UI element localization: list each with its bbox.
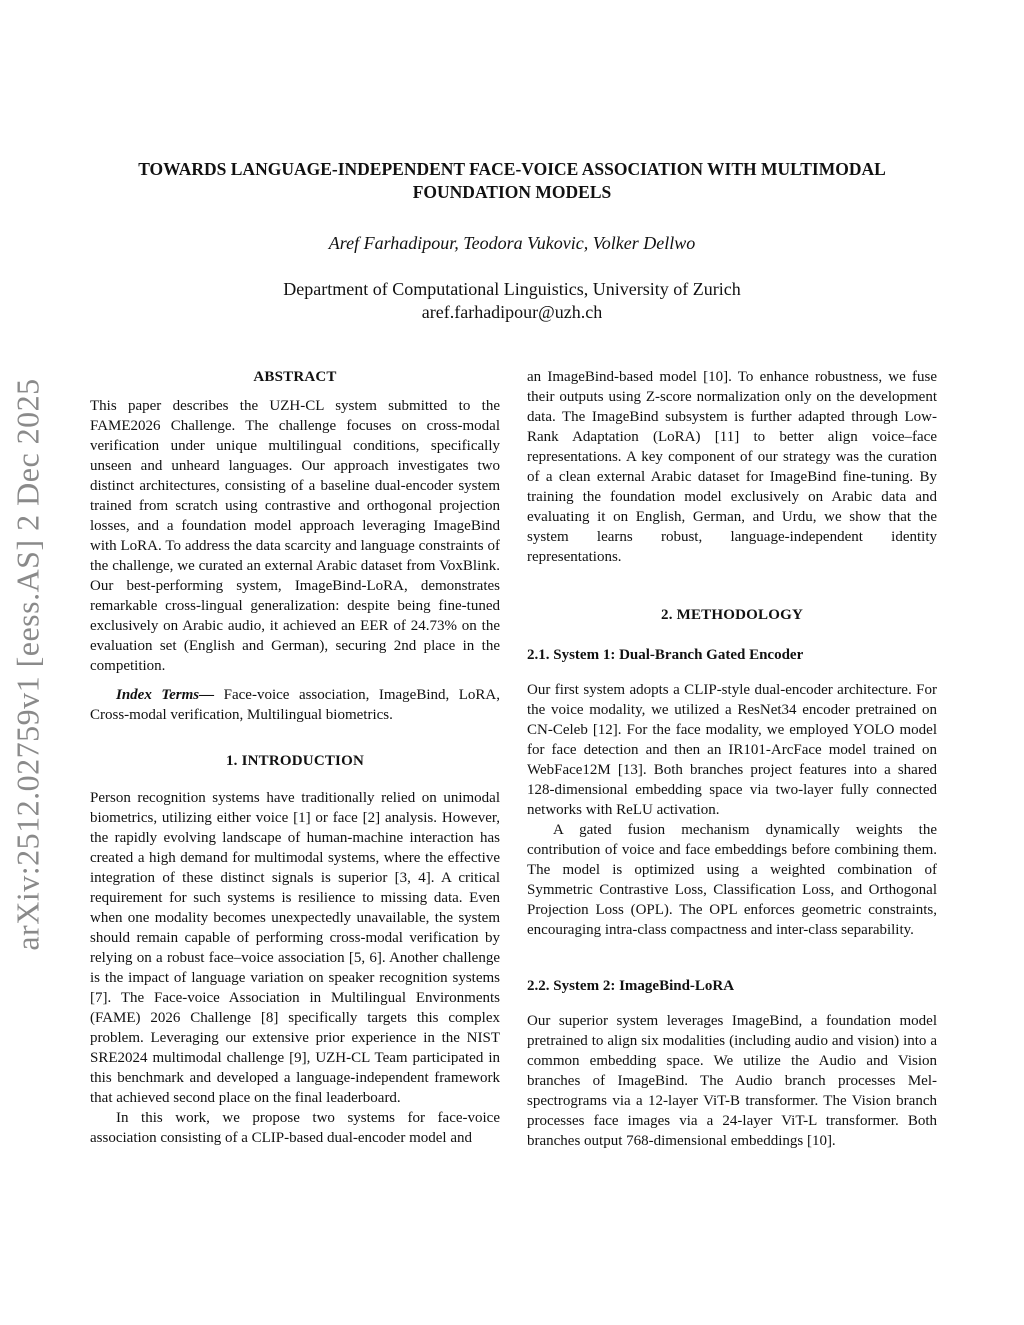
author-list: Aref Farhadipour, Teodora Vukovic, Volker Dellwo: [328, 233, 696, 253]
index-terms: [90, 685, 500, 725]
right-column: [527, 367, 937, 1151]
abstract-text: This paper describes the UZH-CL system submitted to the FAME2026 Challenge. The challenge focuses on cross-modal verification under unique multilingual conditions, specifically unseen and unheard languages. Our approach investigates two distinct architectures, consisting of a baseline dual-encoder system trained from scratch using contrastive and orthogonal projection losses, and a foundation model approach leveraging ImageBind with LoRA. To address the data scarcity and language constraints of the challenge, we curated an external Arabic dataset from VoxBlink. Our best-performing system, ImageBind-LoRA, demonstrates remarkable cross-lingual generalization: despite being fine-tuned exclusively on Arabic audio, it achieved an EER of 24.73% on the evaluation set (English and German), securing 2nd place in the competition.: [90, 398, 500, 674]
abstract-heading: ABSTRACT: [253, 369, 337, 385]
system-1-paragraph-1: Our first system adopts a CLIP-style dual-encoder architecture. For the voice modality, we utilized a ResNet34 encoder pretrained on CN-Celeb [12]. For the face modality, we employed YOLO model for face detection and then an IR101-ArcFace model trained on WebFace12M [13]. Both branches project features into a shared 128-dimensional embedding space via two-layer fully connected networks with ReLU activation.: [527, 682, 937, 818]
introduction-paragraph-2-continued: an ImageBind-based model [10]. To enhance robustness, we fuse their outputs using Z-score normalization only on the development data. The ImageBind subsystem is further adapted through Low-Rank Adaptation (LoRA) [11] to better align voice–face representations. A key component of our strategy was the curation of a clean external Arabic dataset for ImageBind fine-tuning. By training the foundation model exclusively on Arabic data and evaluating it on English, German, and Urdu, we show that the system learns robust, language-independent identity representations.: [527, 369, 937, 565]
paper-title: TOWARDS LANGUAGE-INDEPENDENT FACE-VOICE ASSOCIATION WITH MULTIMODAL FOUNDATION MODELS: [138, 159, 886, 202]
introduction-heading: 1. INTRODUCTION: [225, 753, 364, 769]
system-1-paragraph-2: A gated fusion mechanism dynamically weights the contribution of voice and face embeddings before combining them. The model is optimized using a weighted combination of Symmetric Contrastive Loss, Classification Loss, and Orthogonal Projection Loss (OPL). The OPL enforces geometric constraints, encouraging intra-class compactness and inter-class separability.: [527, 822, 937, 938]
methodology-heading: 2. METHODOLOGY: [661, 607, 803, 623]
affiliation: Department of Computational Linguistics, University of Zurich: [283, 279, 741, 299]
system-2-paragraph-1: Our superior system leverages ImageBind, a foundation model pretrained to align six modalities (including audio and vision) into a common embedding space. We utilize the Audio and Vision branches of ImageBind. The Audio branch processes Mel-spectrograms via a 12-layer ViT-B transformer. The Vision branch processes face images via a 24-layer ViT-L transformer. Both branches output 768-dimensional embeddings [10].: [527, 1013, 937, 1149]
arxiv-identifier-stamp: [4, 366, 52, 962]
affiliation-block: [100, 278, 924, 324]
arxiv-identifier-text: arXiv:2512.02759v1 [eess.AS] 2 Dec 2025: [9, 377, 46, 951]
introduction-paragraph-2: In this work, we propose two systems for face-voice association consisting of a CLIP-based dual-encoder model and: [90, 1110, 500, 1146]
introduction-paragraph-1: Person recognition systems have traditionally relied on unimodal biometrics, utilizing either voice [1] or face [2] analysis. However, the rapidly evolving landscape of human-machine interaction has created a high demand for multimodal systems, where the effective integration of these distinct signals is superior [3, 4]. A critical requirement for such systems is resilience to missing data. Even when one modality becomes unexpectedly unavailable, the system should remain capable of performing cross-modal verification by relying on a robust face–voice association [5, 6]. Another challenge is the impact of language variation on speaker recognition systems [7]. The Face-voice Association in Multilingual Environments (FAME) 2026 Challenge [8] specifically targets this complex problem. Leveraging our extensive prior experience in the NIST SRE2024 multimodal challenge [9], UZH-CL Team participated in this benchmark and developed a language-independent framework that achieved second place on the final leaderboard.: [90, 790, 500, 1106]
index-terms-lead: Index Terms—: [116, 687, 215, 703]
index-terms-text: Face-voice association, ImageBind, LoRA, Cross-modal verification, Multilingual biometrics.: [90, 687, 500, 723]
left-column: [90, 367, 500, 1148]
contact-email: aref.farhadipour@uzh.ch: [421, 302, 603, 322]
system-1-heading: 2.1. System 1: Dual-Branch Gated Encoder: [527, 647, 804, 663]
system-2-heading: 2.2. System 2: ImageBind-LoRA: [527, 978, 735, 994]
